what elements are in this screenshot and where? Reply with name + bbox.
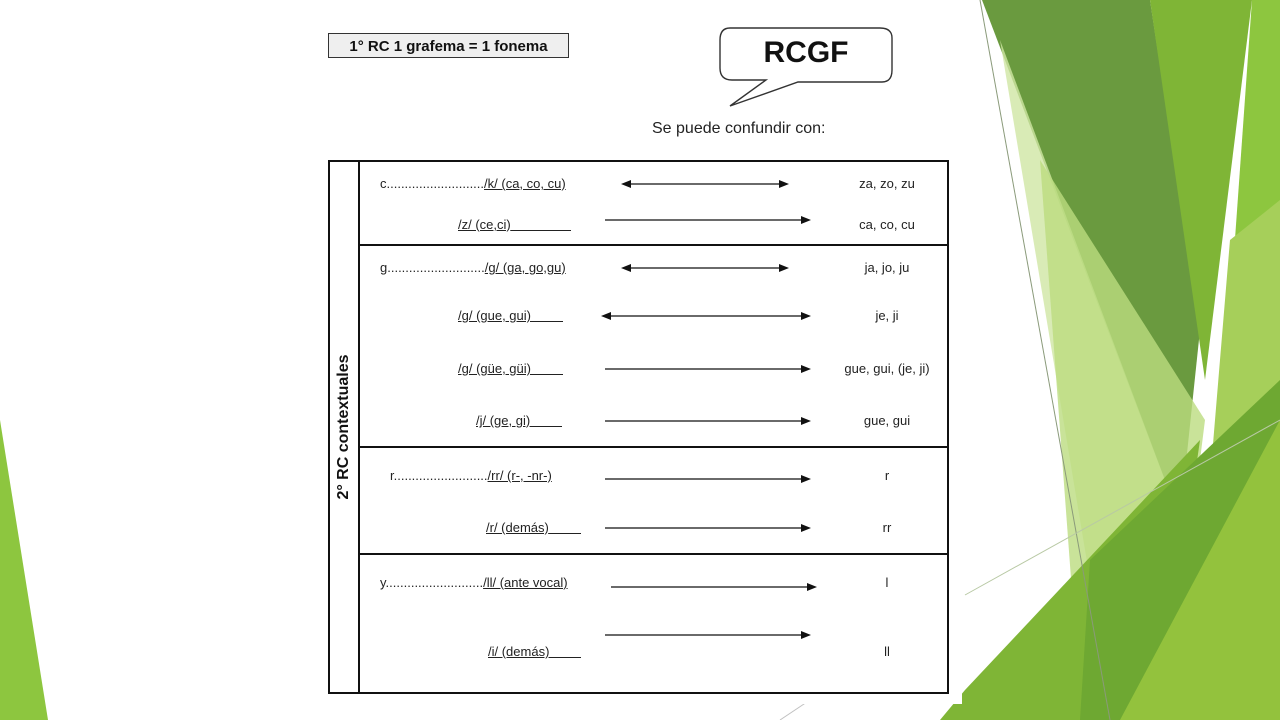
row-result: ll	[884, 644, 890, 659]
group-separator	[360, 553, 947, 555]
arrow-right-icon	[597, 215, 837, 237]
table-row	[362, 642, 947, 664]
row-left: y.........................../ll/ (ante vocal)	[380, 575, 568, 590]
table-row	[362, 306, 947, 328]
rules-table	[328, 160, 949, 694]
side-column	[330, 162, 360, 692]
table-row	[362, 215, 947, 237]
row-result: za, zo, zu	[859, 176, 915, 191]
double-arrow-icon	[597, 174, 837, 196]
title-box: 1° RC 1 grafema = 1 fonema	[328, 33, 569, 58]
row-left: /g/ (güe, güi)	[458, 361, 563, 376]
table-row	[362, 258, 947, 280]
row-left: /z/ (ce,ci)	[458, 217, 571, 232]
arrow-right-icon	[597, 359, 837, 381]
row-result: l	[885, 575, 889, 590]
bubble-text: RCGF	[763, 36, 849, 69]
table-row	[362, 466, 947, 488]
double-arrow-icon	[597, 306, 837, 328]
arrow-right-icon	[597, 411, 837, 433]
table-row	[362, 359, 947, 381]
row-left: /j/ (ge, gi)	[476, 413, 562, 428]
slide-image	[318, 18, 962, 704]
side-label: 2° RC contextuales	[335, 354, 352, 500]
table-row	[362, 411, 947, 433]
table-row	[362, 573, 947, 595]
table-row	[362, 174, 947, 196]
row-left: /i/ (demás)	[488, 644, 581, 659]
group-separator	[360, 446, 947, 448]
row-left: /g/ (gue, gui)	[458, 308, 563, 323]
row-result: ja, jo, ju	[864, 260, 910, 275]
arrow-right-icon	[597, 466, 837, 488]
arrow-right-icon	[597, 573, 837, 595]
row-result: je, ji	[875, 308, 899, 323]
arrow-right-icon	[597, 642, 837, 664]
row-result: r	[884, 468, 890, 483]
row-result: ca, co, cu	[859, 217, 915, 232]
row-left: r........................../rr/ (r-, -nr-)	[390, 468, 552, 483]
row-left: /r/ (demás)	[486, 520, 581, 535]
group-separator	[360, 244, 947, 246]
subtitle: Se puede confundir con:	[652, 120, 826, 137]
row-result: gue, gui, (je, ji)	[844, 361, 930, 376]
double-arrow-icon	[597, 258, 837, 280]
row-left: c.........................../k/ (ca, co, cu)	[380, 176, 566, 191]
arrow-right-icon	[597, 518, 837, 540]
row-left: g.........................../g/ (ga, go,gu)	[380, 260, 566, 275]
row-result: gue, gui	[863, 413, 911, 428]
row-result: rr	[882, 520, 892, 535]
table-row	[362, 518, 947, 540]
